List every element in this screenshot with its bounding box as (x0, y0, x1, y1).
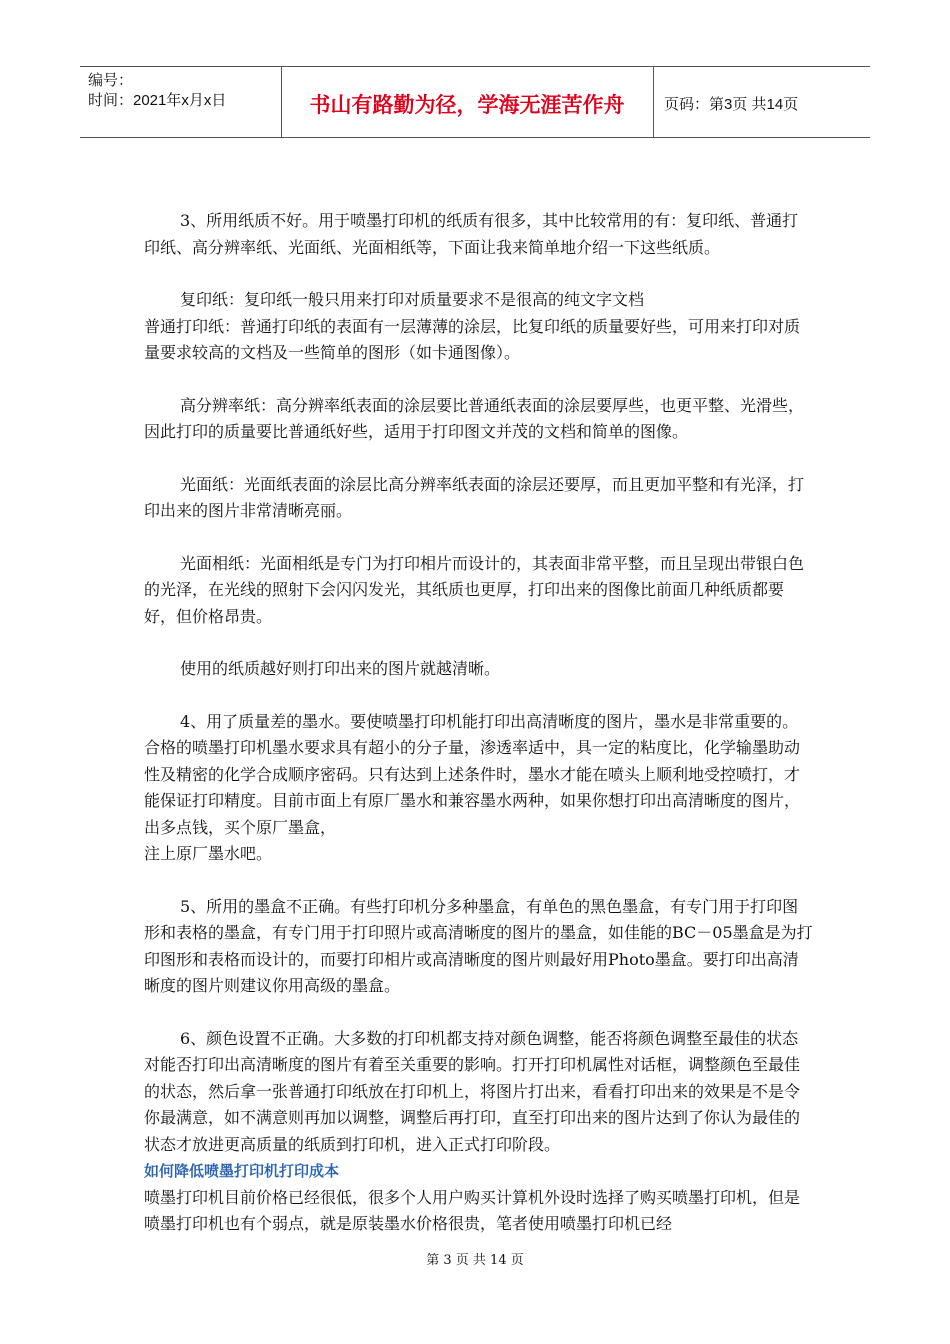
paragraph-summary: 使用的纸质越好则打印出来的图片就越清晰。 (180, 659, 501, 678)
paragraph-ink-tail: 注上原厂墨水吧。 (144, 844, 273, 863)
section-heading: 如何降低喷墨打印机打印成本 (144, 1162, 340, 1180)
page-header (80, 66, 870, 138)
paragraph-glossy-paper: 光面纸：光面纸表面的涂层比高分辨率纸表面的涂层还要厚，而且更加平整和有光泽，打印出来的图片非常清晰亮丽。 (144, 474, 805, 520)
paragraph-photo-paper: 光面相纸：光面相纸是专门为打印相片而设计的，其表面非常平整，而且呈现出带银白色的光泽，在光线的照射下会闪闪发光，其纸质也更厚，打印出来的图像比前面几种纸质都要好，但价格昂贵。 (144, 553, 805, 626)
document-body (144, 208, 814, 1238)
paragraph-color-settings: 6、颜色设置不正确。大多数的打印机都支持对颜色调整，能否将颜色调整至最佳的状态对能否打印出高清晰度的图片有着至关重要的影响。打开打印机属性对话框，调整颜色至最佳的状态，然后拿一张普通打印纸放在打印机上，将图片打出来，看看打印出来的效果是不是令你最满意，如不满意则再加以调整，调整后再打印，直至打印出来的图片达到了你认为最佳的状态才放进更高质量的纸质到打印机，进入正式打印阶段。 (144, 1028, 801, 1154)
header-divider (653, 67, 654, 137)
serial-label: 编号： (88, 72, 134, 89)
paragraph-cost-intro: 喷墨打印机目前价格已经很低，很多个人用户购买计算机外设时选择了购买喷墨打印机，但是喷墨打印机也有个弱点，就是原装墨水价格很贵，笔者使用喷墨打印机已经 (144, 1187, 801, 1233)
paragraph-paper-quality: 3、所用纸质不好。用于喷墨打印机的纸质有很多，其中比较常用的有：复印纸、普通打印纸、高分辨率纸、光面纸、光面相纸等，下面让我来简单地介绍一下这些纸质。 (144, 211, 799, 257)
header-meta (88, 71, 226, 111)
paragraph-cartridge: 5、所用的墨盒不正确。有些打印机分多种墨盒，有单色的黑色墨盒，有专门用于打印图形和表格的墨盒，有专门用于打印照片或高清晰度的图片的墨盒，如佳能的BC－05墨盒是为打印图形和表格而设计的，而要打印相片或高清晰度的图片则最好用Photo墨盒。要打印出高清晰度的图片则建议你用高级的墨盒。 (144, 896, 813, 995)
paragraph-copy-paper: 复印纸：复印纸一般只用来打印对质量要求不是很高的纯文字文档 (180, 290, 645, 309)
paragraph-ink-quality: 4、用了质量差的墨水。要使喷墨打印机能打印出高清晰度的图片，墨水是非常重要的。合格的喷墨打印机墨水要求具有超小的分子量，渗透率适中，具一定的粘度比，化学输墨助动性及精密的化学合成顺序密码。只有达到上述条件时，墨水才能在喷头上顺利地受控喷打，才能保证打印精度。目前市面上有原厂墨水和兼容墨水两种，如果你想打印出高清晰度的图片，出多点钱，买个原厂墨盒， (144, 711, 801, 837)
header-page-info: 页码：第3页 共14页 (664, 96, 799, 113)
page-footer: 第 3 页 共 14 页 (426, 1253, 524, 1268)
header-motto: 书山有路勤为径，学海无涯苦作舟 (309, 93, 625, 117)
paragraph-hires-paper: 高分辨率纸：高分辨率纸表面的涂层要比普通纸表面的涂层要厚些，也更平整、光滑些，因此打印的质量要比普通纸好些，适用于打印图文并茂的文档和简单的图像。 (144, 395, 805, 441)
time-line: 时间：2021年x月x日 (88, 92, 227, 109)
paragraph-plain-paper: 普通打印纸：普通打印纸的表面有一层薄薄的涂层，比复印纸的质量要好些，可用来打印对质量要求较高的文档及一些简单的图形（如卡通图像）。 (144, 316, 801, 362)
